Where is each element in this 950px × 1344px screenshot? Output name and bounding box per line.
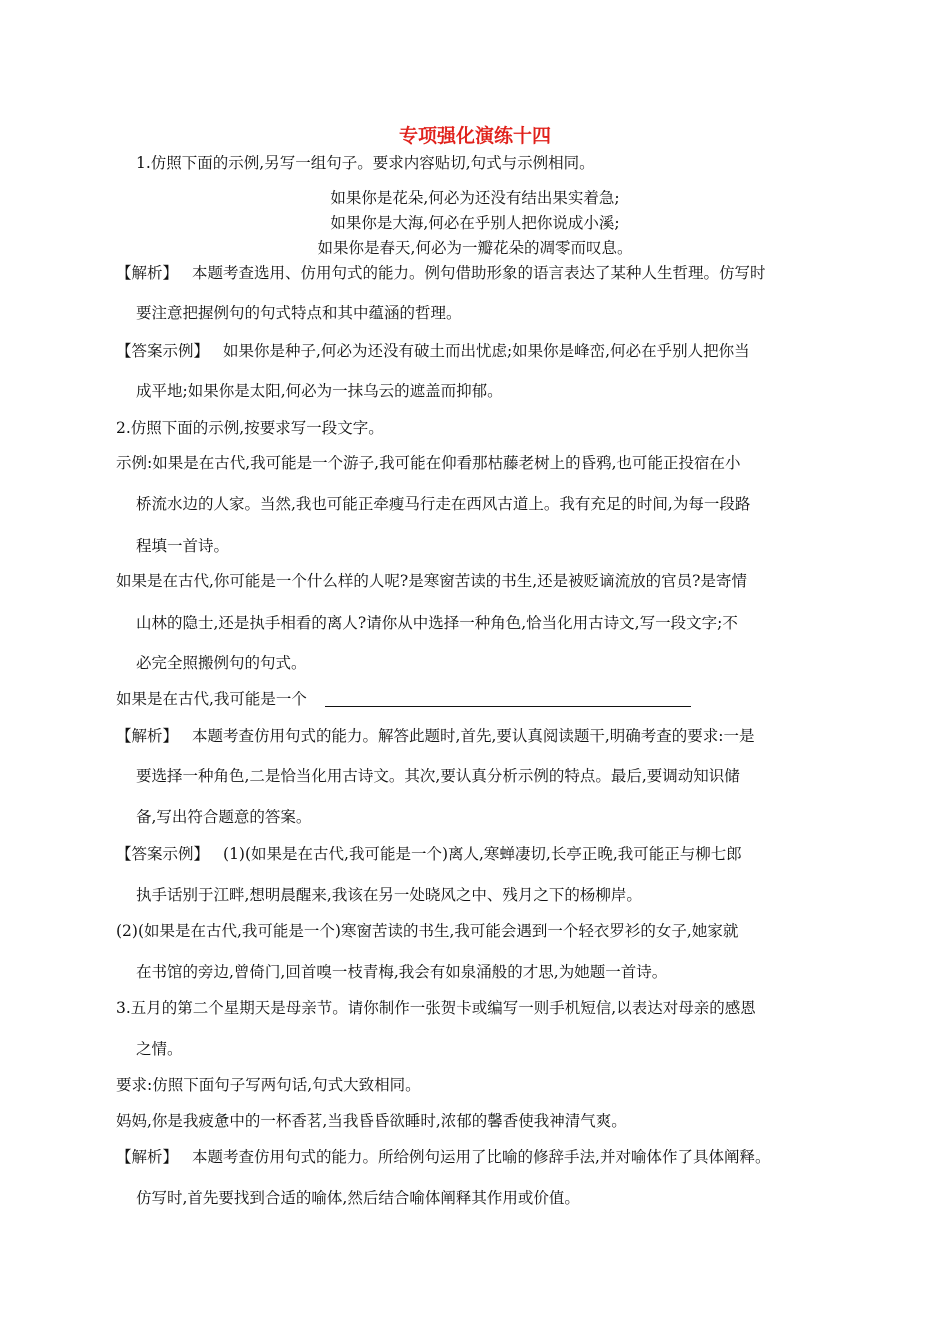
analysis-tag: 【解析】	[116, 1148, 179, 1166]
q2-example: 示例:如果是在古代,我可能是一个游子,我可能在仰看那枯藤老树上的昏鸦,也可能正投宿在小	[116, 454, 741, 472]
answer-tag: 【答案示例】	[116, 342, 210, 360]
q2-example: 程填一首诗。	[136, 537, 230, 555]
answer-text: 在书馆的旁边,曾倚门,回首嗅一枝青梅,我会有如泉涌般的才思,为她题一首诗。	[136, 963, 668, 981]
q3-prompt: 3.五月的第二个星期天是母亲节。请你制作一张贺卡或编写一则手机短信,以表达对母亲的感恩	[116, 999, 756, 1017]
q1-analysis	[116, 262, 766, 284]
answer-text: 成平地;如果你是太阳,何必为一抹乌云的遮盖而抑郁。	[136, 382, 503, 400]
analysis-tag: 【解析】	[116, 264, 179, 282]
analysis-tag: 【解析】	[116, 727, 179, 745]
analysis-text: 要选择一种角色,二是恰当化用古诗文。其次,要认真分析示例的特点。最后,要调动知识储	[136, 767, 740, 785]
answer-text: 如果你是种子,何必为还没有破土而出忧虑;如果你是峰峦,何必在乎别人把你当	[223, 342, 750, 360]
q2-answer	[116, 843, 742, 865]
q3-prompt: 之情。	[136, 1040, 183, 1058]
analysis-text: 本题考查选用、仿用句式的能力。例句借助形象的语言表达了某种人生哲理。仿写时	[192, 264, 766, 282]
answer-text: (1)(如果是在古代,我可能是一个)离人,寒蝉凄切,长亭正晚,我可能正与柳七郎	[223, 845, 742, 863]
q2-example: 桥流水边的人家。当然,我也可能正牵瘦马行走在西风古道上。我有充足的时间,为每一段路	[136, 495, 751, 513]
analysis-text: 要注意把握例句的句式特点和其中蕴涵的哲理。	[136, 304, 462, 322]
q3-example: 妈妈,你是我疲惫中的一杯香茗,当我昏昏欲睡时,浓郁的馨香使我神清气爽。	[116, 1112, 627, 1130]
page-title: 专项强化演练十四	[398, 125, 551, 147]
q3-requirement: 要求:仿照下面句子写两句话,句式大致相同。	[116, 1076, 421, 1094]
q1-prompt: 1.仿照下面的示例,另写一组句子。要求内容贴切,句式与示例相同。	[136, 154, 595, 172]
analysis-text: 备,写出符合题意的答案。	[136, 808, 312, 826]
answer-text: (2)(如果是在古代,我可能是一个)寒窗苦读的书生,我可能会遇到一个轻衣罗衫的女子,她家就	[116, 922, 739, 940]
q2-task: 如果是在古代,你可能是一个什么样的人呢?是寒窗苦读的书生,还是被贬谪流放的官员?是寄情	[116, 572, 747, 590]
q2-task: 山林的隐士,还是执手相看的离人?请你从中选择一种角色,恰当化用古诗文,写一段文字;不	[136, 614, 738, 632]
q1-example-line: 如果你是春天,何必为一瓣花朵的凋零而叹息。	[317, 239, 633, 257]
analysis-text: 本题考查仿用句式的能力。所给例句运用了比喻的修辞手法,并对喻体作了具体阐释。	[192, 1148, 771, 1166]
answer-tag: 【答案示例】	[116, 845, 210, 863]
analysis-text: 本题考查仿用句式的能力。解答此题时,首先,要认真阅读题干,明确考查的要求:一是	[192, 727, 755, 745]
q2-prompt: 2.仿照下面的示例,按要求写一段文字。	[116, 419, 384, 437]
q1-example-line: 如果你是花朵,何必为还没有结出果实着急;	[330, 189, 620, 207]
q1-answer	[116, 340, 750, 362]
q2-task: 必完全照搬例句的句式。	[136, 654, 307, 672]
q1-example-line: 如果你是大海,何必在乎别人把你说成小溪;	[330, 214, 620, 232]
q2-analysis	[116, 725, 755, 747]
q3-analysis	[116, 1146, 770, 1168]
answer-blank-line	[325, 706, 691, 707]
analysis-text: 仿写时,首先要找到合适的喻体,然后结合喻体阐释其作用或价值。	[136, 1189, 580, 1207]
answer-text: 执手话别于江畔,想明晨醒来,我该在另一处晓风之中、残月之下的杨柳岸。	[136, 886, 642, 904]
q2-fill-prompt: 如果是在古代,我可能是一个	[116, 690, 307, 708]
